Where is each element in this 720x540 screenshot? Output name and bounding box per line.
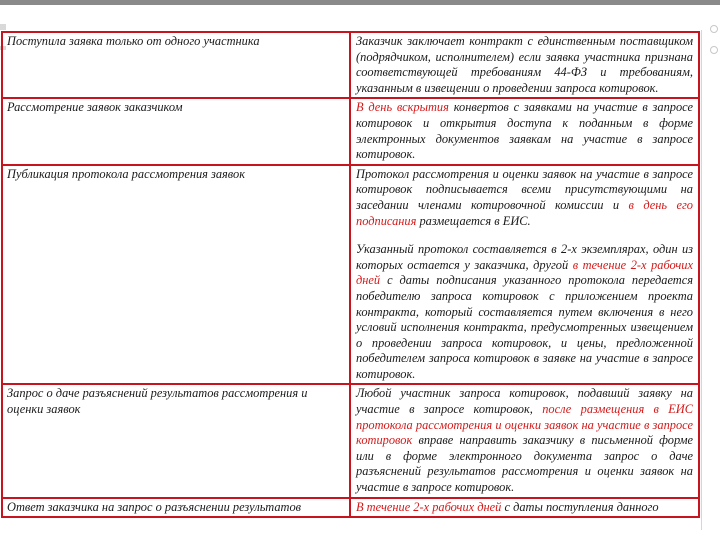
description-cell (350, 165, 699, 385)
description-text: вправе направить заказчику в письменной форме или в форме электронного документа запрос о даче разъяснений результатов рассмотрения и оценки заявок на участие в запросе котировок. (356, 433, 693, 495)
procedure-table (1, 31, 700, 518)
left-margin-mark (0, 24, 6, 30)
deadline-highlight: в день его подписания (356, 197, 693, 228)
table-row (2, 165, 699, 385)
deadline-highlight: В день вскрытия (356, 100, 449, 115)
table-row (2, 384, 699, 497)
circle-decoration-icon (710, 25, 718, 33)
deadline-highlight: В течение 2-х рабочих дней (356, 499, 502, 514)
deadline-highlight: в течение 2-х рабочих дней (356, 257, 693, 288)
description-cell (350, 498, 699, 518)
circle-decoration-icon (710, 46, 718, 54)
stage-cell: Поступила заявка только от одного участника (2, 32, 350, 98)
stage-cell: Публикация протокола рассмотрения заявок (2, 165, 350, 385)
stage-cell: Рассмотрение заявок заказчиком (2, 98, 350, 164)
description-text: Указанный протокол составляется в 2-х экземплярах, один из которых остается у заказчика, другой (356, 242, 693, 272)
description-cell (350, 98, 699, 164)
stage-cell: Запрос о даче разъяснений результатов рассмотрения и оценки заявок (2, 384, 350, 497)
description-text: с даты подписания указанного протокола передается победителю запроса котировок с приложением проекта контракта, который составляется путем включения в него условий исполнения контракта, предусмотренных извещением о проведении запроса котировок, и цены, предложенной победителем запроса котировок в заявке на участие в запросе котировок. (356, 273, 693, 381)
description-text: Протокол рассмотрения и оценки заявок на участие в запросе котировок подписывается всеми присутствующими на заседании членами котировочной комиссии и (356, 166, 693, 212)
description-text: размещается в ЕИС. (416, 213, 531, 228)
description-text: с даты поступления данного (501, 499, 659, 514)
table-row (2, 32, 699, 98)
description-cell (350, 384, 699, 497)
table-row (2, 498, 699, 518)
document-page (1, 31, 700, 520)
right-margin-line (701, 30, 702, 530)
table-row (2, 98, 699, 164)
description-text: Любой участник запроса котировок, подавший заявку на участие в запросе котировок, (356, 386, 693, 417)
description-cell (350, 32, 699, 98)
stage-cell: Ответ заказчика на запрос о разъяснении результатов (2, 498, 350, 518)
description-text: Заказчик заключает контракт с единственным поставщиком (подрядчиком, исполнителем) если заявка участника признана соответствующей требованиям 44-ФЗ и требованиям, указанным в извещении о проведении запроса котировок. (356, 34, 693, 95)
top-border-bar (0, 0, 720, 5)
description-text: конвертов с заявками на участие в запросе котировок и открытия доступа к поданным в форме электронных документов заявкам на участие в запросе котировок. (356, 100, 693, 162)
deadline-highlight: после размещения в ЕИС протокола рассмотрения и оценки заявок на участие в запросе котировок (356, 402, 693, 448)
